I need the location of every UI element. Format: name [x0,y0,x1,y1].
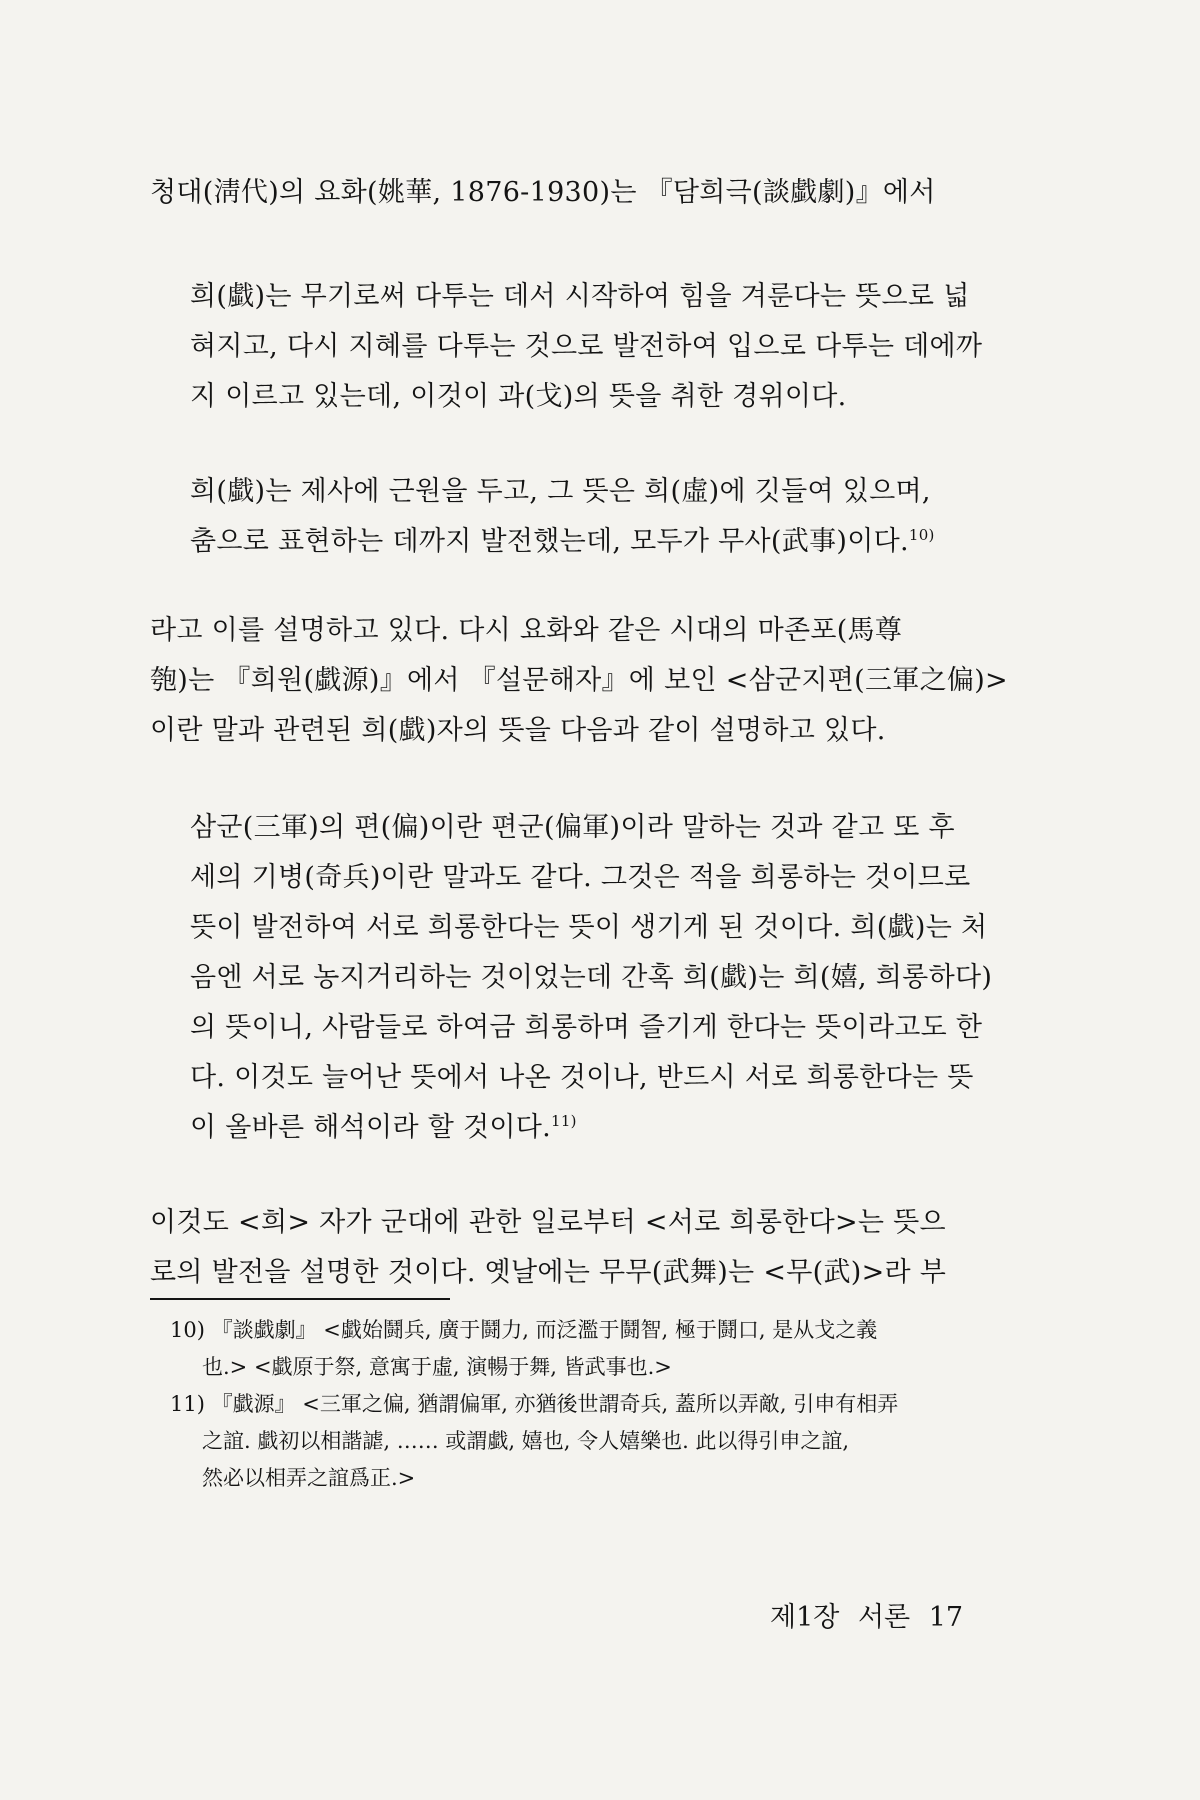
footnote-10 [170,1312,1020,1386]
text-line: 로의 발전을 설명한 것이다. 옛날에는 무무(武舞)는 <무(武)>라 부 [150,1257,947,1288]
text-line [190,1103,1010,1153]
text-line: 청대(淸代)의 요화(姚華, 1876-1930)는 『담희극(談戱劇)』에서 [150,177,936,208]
block-quote-2 [190,467,1010,567]
text-line: 이것도 <희> 자가 군대에 관한 일로부터 <서로 희롱한다>는 뜻으 [150,1207,946,1238]
footnote-line: 然必以相弄之誼爲正.> [202,1466,416,1490]
footnote-ref-10[interactable]: 10) [908,526,935,544]
body-paragraph-1 [150,606,1010,756]
text-line: 의 뜻이니, 사람들로 하여금 희롱하며 즐기게 한다는 뜻이라고도 한 [190,1012,983,1043]
chapter-label: 제1장 [770,1602,840,1633]
chapter-title: 서론 [857,1602,911,1633]
footnote-line: 之誼. 戱初以相諧謔, …… 或謂戱, 嬉也, 令人嬉樂也. 此以得引申之誼, [202,1429,850,1453]
text-line-content: 춤으로 표현하는 데까지 발전했는데, 모두가 무사(武事)이다. [190,526,909,557]
text-line: 뜻이 발전하여 서로 희롱한다는 뜻이 생기게 된 것이다. 희(戱)는 처 [190,912,988,943]
text-line: 희(戱)는 제사에 근원을 두고, 그 뜻은 희(虛)에 깃들여 있으며, [190,476,931,507]
text-line: 음엔 서로 농지거리하는 것이었는데 간혹 희(戱)는 희(嬉, 희롱하다) [190,962,993,993]
page-number: 17 [928,1602,964,1633]
intro-paragraph [150,168,1010,218]
text-line: 희(戱)는 무기로써 다투는 데서 시작하여 힘을 겨룬다는 뜻으로 넓 [190,281,970,312]
block-quote-1 [190,272,1010,422]
text-line: 이란 말과 관련된 희(戱)자의 뜻을 다음과 같이 설명하고 있다. [150,715,886,746]
text-line: 지 이르고 있는데, 이것이 과(戈)의 뜻을 취한 경위이다. [190,381,847,412]
block-quote-3 [190,803,1010,1153]
footnotes-section [170,1312,1020,1497]
text-line: 匏)는 『희원(戱源)』에서 『설문해자』에 보인 <삼군지편(三軍之偏)> [150,665,1008,696]
text-line [190,517,1010,567]
text-line: 다. 이것도 늘어난 뜻에서 나온 것이나, 반드시 서로 희롱한다는 뜻 [190,1062,974,1093]
body-paragraph-2 [150,1198,1010,1298]
text-line: 라고 이를 설명하고 있다. 다시 요화와 같은 시대의 마존포(馬尊 [150,615,903,646]
text-line: 혀지고, 다시 지혜를 다투는 것으로 발전하여 입으로 다투는 데에까 [190,331,983,362]
text-line: 삼군(三軍)의 편(偏)이란 편군(偏軍)이라 말하는 것과 같고 또 후 [190,812,955,843]
footnote-line: 10) 『談戱劇』 <戱始鬪兵, 廣于鬪力, 而泛濫于鬪智, 極于鬪口, 是从戈之義 [170,1318,878,1342]
page-footer [770,1598,973,1638]
footnote-11 [170,1386,1020,1497]
text-line-content: 이 올바른 해석이라 할 것이다. [190,1112,551,1143]
footnote-line: 也.> <戱原于祭, 意寓于虛, 演暢于舞, 皆武事也.> [202,1355,672,1379]
text-line: 세의 기병(奇兵)이란 말과도 같다. 그것은 적을 희롱하는 것이므로 [190,862,971,893]
footnote-divider [150,1298,450,1300]
footnote-line: 11) 『戱源』 <三軍之偏, 猶謂偏軍, 亦猶後世謂奇兵, 蓋所以弄敵, 引申有相弄 [170,1392,899,1416]
footnote-ref-11[interactable]: 11) [551,1112,577,1130]
